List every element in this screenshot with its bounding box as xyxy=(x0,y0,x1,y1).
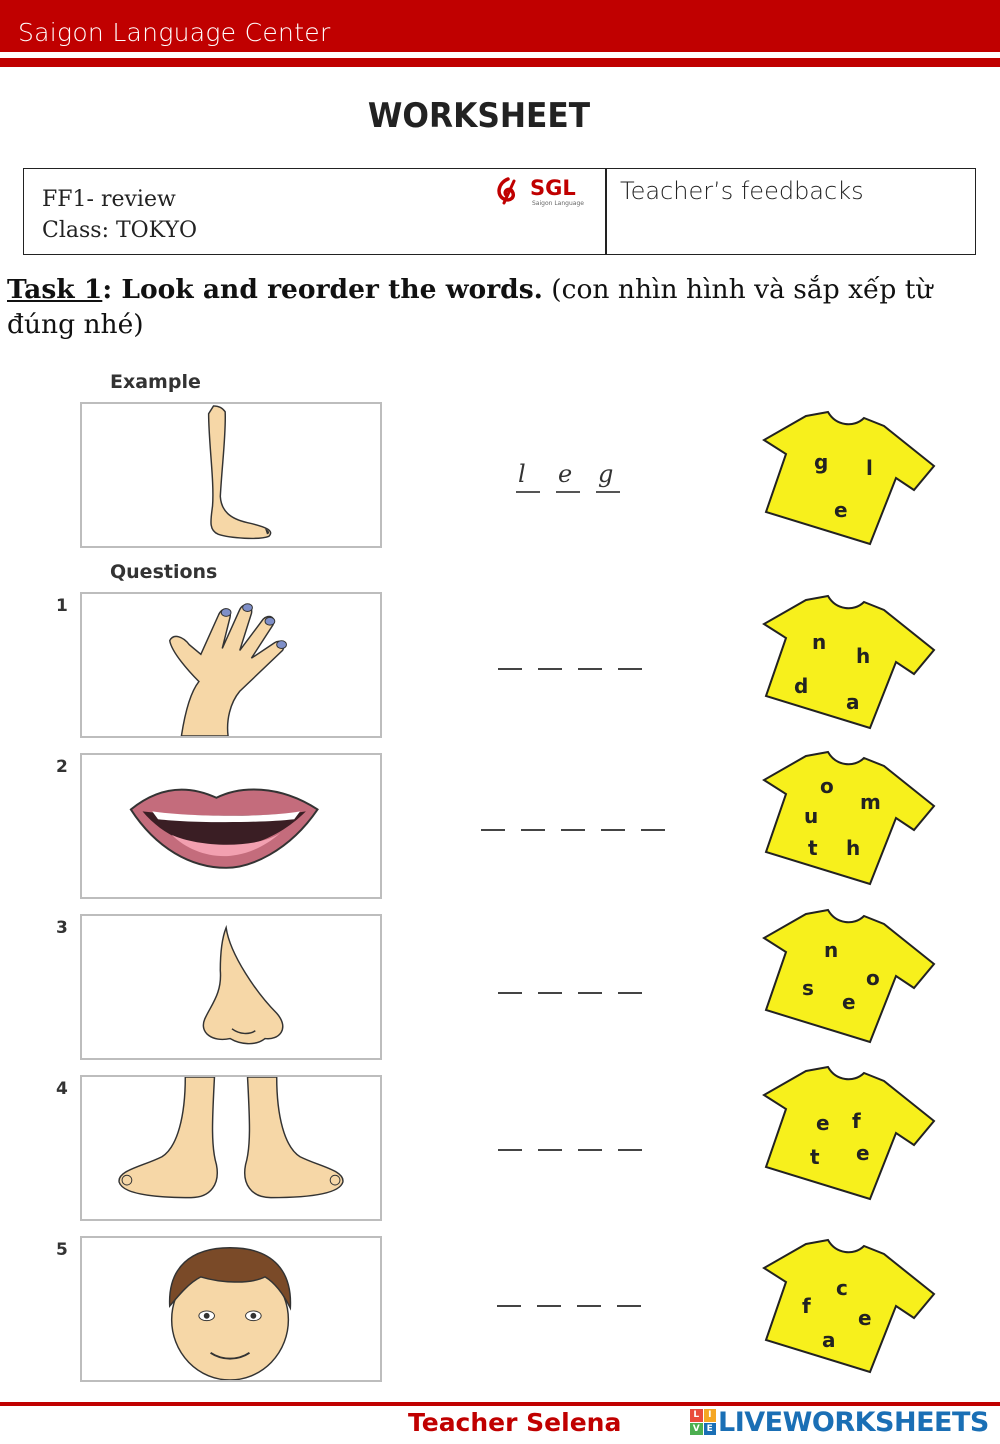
answer-blank[interactable] xyxy=(577,1305,601,1307)
hand-icon xyxy=(82,594,380,736)
answer-blanks[interactable] xyxy=(498,1149,642,1151)
answer-blank[interactable] xyxy=(498,992,522,994)
question-number: 5 xyxy=(56,1240,68,1260)
table-divider xyxy=(605,169,607,254)
shirt-letter: n xyxy=(824,938,839,962)
shirt-letter: h xyxy=(846,836,861,860)
tshirt-icon xyxy=(758,1063,938,1203)
question-3-shirt xyxy=(758,906,938,1046)
answer-blank[interactable] xyxy=(537,1305,561,1307)
svg-text:Saigon Language: Saigon Language xyxy=(532,200,584,207)
answer-blank[interactable] xyxy=(538,1149,562,1151)
shirt-letter: t xyxy=(810,1145,820,1169)
teacher-name: Teacher Selena xyxy=(408,1408,622,1437)
shirt-letter: u xyxy=(804,804,819,828)
shirt-letter: e xyxy=(842,990,856,1014)
shirt-letter: l xyxy=(866,456,873,480)
shirt-letter: f xyxy=(852,1109,861,1133)
footer-divider xyxy=(0,1402,1000,1406)
header-divider xyxy=(0,58,1000,67)
course-name: FF1- review xyxy=(42,187,176,212)
page-title: WORKSHEET xyxy=(367,96,591,136)
shirt-letter: g xyxy=(814,450,829,474)
tshirt-icon xyxy=(758,748,938,888)
question-5-picture xyxy=(80,1236,382,1382)
shirt-letter: o xyxy=(820,774,834,798)
example-answer-letter: e xyxy=(558,460,573,488)
answer-blank[interactable] xyxy=(578,1149,602,1151)
tshirt-icon xyxy=(758,1236,938,1376)
answer-blank[interactable] xyxy=(618,992,642,994)
answer-blanks[interactable] xyxy=(498,668,642,670)
answer-blank[interactable] xyxy=(481,829,505,831)
sgl-logo xyxy=(494,173,594,209)
liveworksheets-icon: L I V E xyxy=(690,1409,716,1435)
question-2-shirt xyxy=(758,748,938,888)
tshirt-icon xyxy=(758,906,938,1046)
answer-blank[interactable] xyxy=(617,1305,641,1307)
center-name: Saigon Language Center xyxy=(18,18,331,47)
answer-blank[interactable] xyxy=(497,1305,521,1307)
shirt-letter: d xyxy=(794,674,809,698)
answer-blank[interactable] xyxy=(618,668,642,670)
shirt-letter: c xyxy=(836,1276,848,1300)
shirt-letter: a xyxy=(846,690,860,714)
class-name: Class: TOKYO xyxy=(42,218,198,243)
answer-blank[interactable] xyxy=(641,829,665,831)
example-answer xyxy=(512,460,622,500)
example-shirt xyxy=(758,408,938,548)
example-label: Example xyxy=(110,371,201,393)
shirt-letter: s xyxy=(802,976,814,1000)
shirt-letter: e xyxy=(834,498,848,522)
question-1-shirt xyxy=(758,592,938,732)
answer-blanks[interactable] xyxy=(481,829,665,831)
teacher-feedback-label: Teacher’s feedbacks xyxy=(620,177,864,205)
question-4-picture xyxy=(80,1075,382,1221)
feet-icon xyxy=(82,1077,380,1219)
tshirt-icon xyxy=(758,408,938,548)
shirt-letter: e xyxy=(856,1141,870,1165)
answer-blank[interactable] xyxy=(618,1149,642,1151)
answer-line xyxy=(596,491,620,493)
example-answer-letter: g xyxy=(598,460,614,488)
answer-blanks[interactable] xyxy=(497,1305,641,1307)
answer-blank[interactable] xyxy=(521,829,545,831)
shirt-letter: n xyxy=(812,630,827,654)
svg-text:SGL: SGL xyxy=(530,176,576,200)
question-1-picture xyxy=(80,592,382,738)
mouth-icon xyxy=(82,755,380,897)
example-picture xyxy=(80,402,382,548)
answer-blank[interactable] xyxy=(578,668,602,670)
question-number: 3 xyxy=(56,918,68,938)
question-number: 2 xyxy=(56,757,68,777)
question-3-picture xyxy=(80,914,382,1060)
liveworksheets-logo xyxy=(690,1407,989,1437)
shirt-letter: e xyxy=(816,1111,830,1135)
answer-line xyxy=(556,491,580,493)
leg-icon xyxy=(82,404,380,546)
shirt-letter: f xyxy=(802,1294,811,1318)
shirt-letter: a xyxy=(822,1328,836,1352)
nose-icon xyxy=(82,916,380,1058)
answer-blank[interactable] xyxy=(538,668,562,670)
answer-blank[interactable] xyxy=(538,992,562,994)
task-instruction xyxy=(7,272,987,342)
shirt-letter: h xyxy=(856,644,871,668)
shirt-letter: t xyxy=(808,836,818,860)
question-number: 1 xyxy=(56,596,68,616)
header-bar xyxy=(0,0,1000,52)
answer-line xyxy=(516,491,540,493)
question-5-shirt xyxy=(758,1236,938,1376)
task-translation: (con nhìn hình và sắp xếp từ đúng nhé) xyxy=(7,274,933,340)
answer-blank[interactable] xyxy=(578,992,602,994)
answer-blank[interactable] xyxy=(561,829,585,831)
shirt-letter: o xyxy=(866,966,880,990)
liveworksheets-brand: LIVEWORKSHEETS xyxy=(718,1406,989,1438)
shirt-letter: e xyxy=(858,1306,872,1330)
questions-label: Questions xyxy=(110,561,218,583)
question-number: 4 xyxy=(56,1079,68,1099)
question-4-shirt xyxy=(758,1063,938,1203)
answer-blanks[interactable] xyxy=(498,992,642,994)
shirt-letter: m xyxy=(860,790,881,814)
answer-blank[interactable] xyxy=(601,829,625,831)
task-label: Task 1 xyxy=(7,274,103,305)
task-text: : Look and reorder the words. xyxy=(102,274,543,305)
example-answer-letter: l xyxy=(518,460,526,488)
face-icon xyxy=(82,1238,380,1380)
info-table xyxy=(23,168,976,255)
answer-blank[interactable] xyxy=(498,1149,522,1151)
question-2-picture xyxy=(80,753,382,899)
answer-blank[interactable] xyxy=(498,668,522,670)
